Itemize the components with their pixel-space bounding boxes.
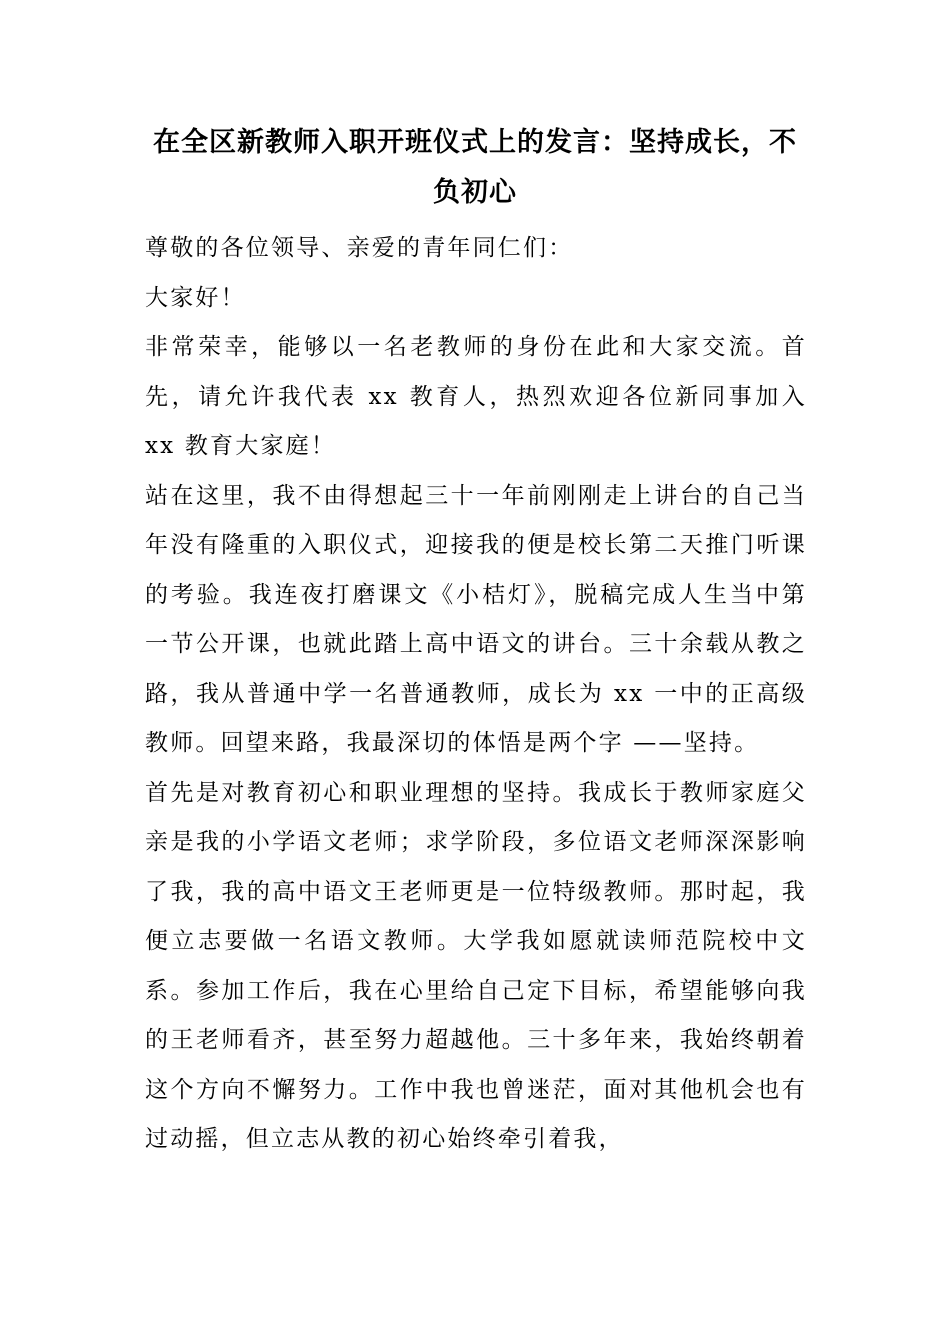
document-body	[145, 224, 807, 1165]
salutation-paragraph: 尊敬的各位领导、亲爱的青年同仁们：	[145, 235, 574, 261]
greeting-paragraph: 大家好！	[145, 284, 246, 311]
document-title: 在全区新教师入职开班仪式上的发言：坚持成长，不负初心	[153, 127, 797, 208]
reflection-paragraph: 站在这里，我不由得想起三十一年前刚刚走上讲台的自己当年没有隆重的入职仪式，迎接我的便是校长第二天推门听课的考验。我连夜打磨课文《小桔灯》，脱稿完成人生当中第一节公开课，也就此踏上高中语文的讲台。三十余载从教之路，我从普通中学一名普通教师，成长为 xx 一中的正高级教师。回望来路，我最深切的体悟是两个字 ——坚持。	[145, 482, 807, 756]
persistence-paragraph: 首先是对教育初心和职业理想的坚持。我成长于教师家庭父亲是我的小学语文老师；求学阶段，多位语文老师深深影响了我，我的高中语文王老师更是一位特级教师。那时起，我便立志要做一名语文教师。大学我如愿就读师范院校中文系。参加工作后，我在心里给自己定下目标，希望能够向我的王老师看齐，甚至努力超越他。三十多年来，我始终朝着这个方向不懈努力。工作中我也曾迷茫，面对其他机会也有过动摇，但立志从教的初心始终牵引着我，	[145, 779, 807, 1152]
welcome-paragraph: 非常荣幸，能够以一名老教师的身份在此和大家交流。首先，请允许我代表 xx 教育人，热烈欢迎各位新同事加入 xx 教育大家庭！	[145, 334, 807, 459]
